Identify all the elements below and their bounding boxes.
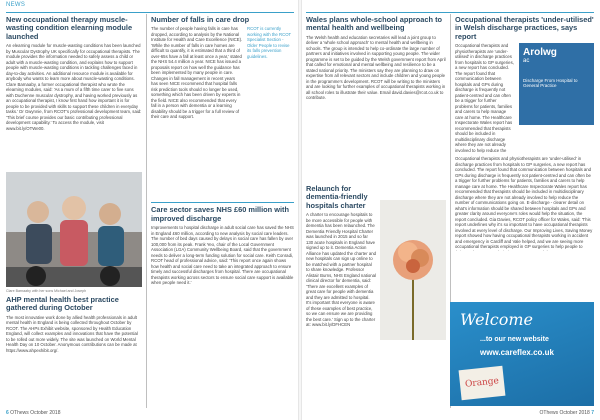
article-headline: New occupational therapy muscle-wasting condition elearning module launched (6, 15, 133, 41)
page-number: 6 (6, 410, 9, 416)
column-3-lower (306, 185, 376, 345)
photo-people-illustration (6, 172, 142, 287)
photo-caption: Clare Barnaaby with her sons Michael and Joseph (6, 289, 87, 293)
column-1-lower (6, 296, 142, 412)
report-cover-title: Arolwg (523, 47, 557, 59)
flower-photo (380, 200, 446, 340)
article-headline: Care sector saves NHS £60 million with improved discharge (151, 205, 290, 223)
report-cover-text: Discharge From Hospital to General Practice (523, 78, 578, 89)
article-headline: AHP mental health best practice gathered during October (6, 295, 119, 313)
article-headline: Wales plans whole-school approach to mental health and wellbeing (306, 15, 443, 33)
flower-illustration (380, 200, 446, 340)
header-rule (6, 12, 294, 13)
header-rule (306, 12, 594, 13)
ad-stamp: Orange (459, 366, 506, 400)
article-body-part: Occupational therapists and physiotherapists are 'under-utilised' in discharge practices from hospitals to GP surgeries, a new report has concluded. The report found that communication between hospitals and GPs during discharge is frequently not patient-centred and can often be a trigger for further problems for patients, families and carers to help manage care at home. The Healthcare Inspectorate Wales report has recommended that therapists should be included in multidisciplinary discharge where they are not already involved to help reduce the (455, 43, 514, 153)
article-headline: Relaunch for dementia-friendly hospitals charter (306, 184, 368, 210)
ad-welcome-script: Welcome (460, 310, 533, 329)
article-body: The number of people having falls in care has dropped, according to analysis by the National Institute for Health and Care Excellence (NICE). 'While the number of falls in care homes are difficult to quantify, it is estimated that a third of over-65s have a fall at least once a year,' stated the NHS 54.4 million a year. NICE has issued a proposals report on how well the guidance has been implemented by many people in care. Changes in fall management in recent years has seen NICE recommend that hospital falls risk prediction tools should no longer be used, something which has been driven by experts in the field. NICE also recommended that every fall in a person with dementia or a learning disability should be a trigger for a full review of their care and support. (151, 26, 243, 120)
sidebar-note: RCOT is currently working with the RCOT Specialist Section - Older People to revise its falls prevention guidelines. (247, 26, 292, 59)
page-gutter (298, 0, 302, 420)
article-body: A charter to encourage hospitals to be more accessible for people with dementia has been relaunched. The Dementia Friendly Hospital Charter was launched in 2015 and so far 130 acute hospitals in England have signed up to it. Dementia Action Alliance has updated the charter and new hospitals can sign up online to be matched with a partner hospital to share knowledge. Professor Alistair Burns, NHS England national clinical director for dementia, said: 'There are excellent examples of great care for people with dementia and they are admitted to hospital. It's important that everyone is aware of these examples of best practice, so we can ensure we are providing the best care.' Sign up to the charter at: www.bit.ly/DFHCEN (306, 212, 376, 328)
divider (151, 202, 294, 203)
footer-magazine: OThews October 2018 (539, 410, 590, 416)
report-cover-subtitle: ac (523, 58, 530, 65)
article-body: The most innovative work done by allied health professionals in adult mental health in England is being collected throughout October by RCOT. The AHPs Exhibit website, sponsored by Health Education England, will collect examples and innovations that have the potential to be rolled out more widely. The site was launched on World Mental Health Day on 10 October. Anonymous contributions can be made at https://www.ahpexhibit.org/. (6, 314, 138, 353)
footer-magazine: OThews October 2018 (10, 410, 61, 416)
column-divider (146, 14, 147, 408)
careflex-ad (450, 302, 594, 406)
article-body: An elearning module for muscle-wasting conditions has been launched by Muscular Dystrophy UK specifically for occupational therapists. The module provides the information needed to safely assess a child or adult with a muscle-wasting condition, and explains how to support people with muscle-wasting conditions in tackling challenges faced in day-to-day activities. An additional resource module is available for anybody who wants to learn more about muscle-wasting conditions. Clare Barnaaby, a former occupational therapist who wrote the elearning modules, said: 'As a mum of a fifth time carer to five sons with Duchenne muscular dystrophy, and having worked previously as an occupational therapist, I know first hand how important it is for people to be provided with skills to support these children in everyday tasks.' Dr Gwynnie, from RCOT's professional development team, said: 'This brief course provides our basic contributing professional development capability.' To access the module, visit www.bit.ly/OTWe00. (6, 43, 142, 131)
footer-right (540, 410, 594, 416)
ad-tagline: ...to our new website (480, 336, 549, 343)
article-body-cont: Occupational therapists and physiotherapists are 'under-utilised' in discharge practices from hospitals to GP surgeries, a new report has concluded. The report found that communication between hospitals and GPs during discharge is frequently not patient-centred and can often be a trigger for further problems for patients, families and carers to help manage care at home. The Healthcare Inspectorate Wales report has recommended that therapists should be included in multidisciplinary discharge where they are not already involved to help reduce the number of communications going on. E-discharge - clearer detail on what's information should be shared between hospitals and GPs and greater clarity around everyone's roles would help the situation, the report concluded. Gia Davies, RCOT policy officer for Wales, said: 'This report underlines why it's so important to have occupational therapists involved at every level of discharge. Our Improving Lives, Saving Money report showed how having occupational therapists working in accident and emergency in Cardiff and Vale helped, and we are seeing more occupational therapists employed in GP surgeries to help people to (455, 156, 593, 250)
article-photo (6, 172, 142, 287)
ad-url[interactable]: www.careflex.co.uk (480, 348, 554, 357)
section-label: NEWS (6, 2, 26, 8)
column-3 (306, 16, 446, 156)
footer-left (6, 410, 60, 416)
report-cover (519, 43, 594, 125)
article-headline: Number of falls in care drop (151, 15, 250, 24)
article-body: Improvements to hospital discharge in adult social care has saved the NHS in England £60 million, according to new analysis by social care leaders. The number of bed days caused by delays in social care has fallen by over 100,000 from its peak. Frank Yeo, chair of the Local Government Association (LGA) Community Wellbeing Board, said that the government needs to deliver a long-term funding solution for social care. Keith Conradi, RCOT head of professional advice, said: 'This report once again shows how health and social care need to take an integrated approach to ensure timely and successful discharges from hospital. There are occupational therapists working across sectors to ensure social care support is available when people need it.' (151, 225, 294, 286)
page-number: 7 (591, 410, 594, 416)
article-headline: Occupational therapists 'under-utilised' in Welsh discharge practices, says report (455, 15, 594, 41)
column-4 (455, 16, 594, 254)
column-1 (6, 16, 142, 189)
article-body: The Welsh health and education secretaries will lead a joint group to deliver a 'whole school approach' to mental health and wellbeing in schools. The group is intended to help co-ordinate the large number of partners and initiatives involved in supporting young people. The wider programme is set to be guided by the Welsh government report from April that called for emotional and mental wellbeing and resilience to be a stated national priority. The ministers say they are planning to draw on expertise from all relevant sectors and include children and young people in the programme's development. RCOT will be writing to the ministers and are looking for further examples of occupational therapists working in all school roles to illustrate their value. Email david.davies@rcot.co.uk to contribute. (306, 34, 446, 101)
column-2 (151, 16, 294, 416)
